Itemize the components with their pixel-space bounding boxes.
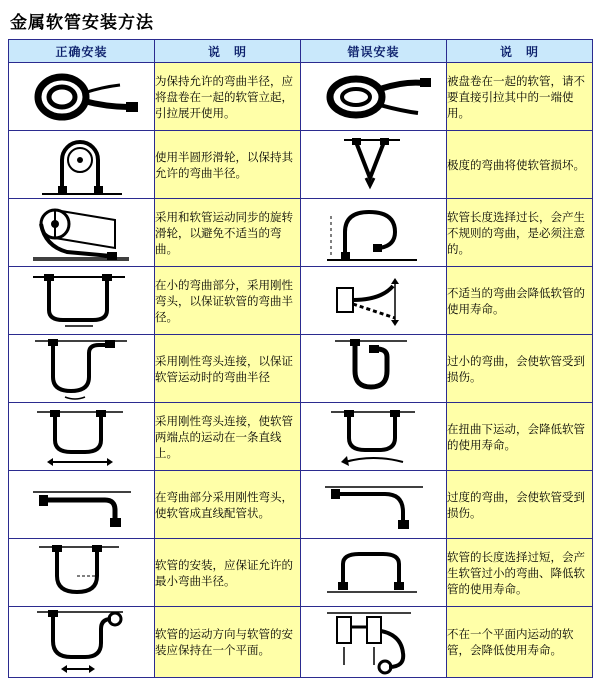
figure-cell-wrong — [301, 403, 447, 471]
figure-cell-correct — [9, 403, 155, 471]
hose-coil-correct-icon — [22, 67, 142, 127]
torsion-motion-wrong-icon — [311, 406, 437, 468]
note-cell-wrong: 极度的弯曲将使软管损坏。 — [447, 131, 593, 199]
table-row — [9, 63, 593, 131]
figure-cell-correct — [9, 63, 155, 131]
improper-bend-wrong-icon — [311, 270, 437, 332]
note-cell-correct: 采用和软管运动同步的旋转滑轮，以避免不适当的弯曲。 — [155, 199, 301, 267]
column-header-wrong-note: 说 明 — [447, 40, 593, 63]
min-bend-radius-correct-icon — [19, 542, 145, 604]
figure-cell-wrong — [301, 539, 447, 607]
table-row — [9, 539, 593, 607]
hose-installation-table — [8, 39, 593, 678]
table-row — [9, 335, 593, 403]
semicircle-sheave-correct-icon — [22, 134, 142, 196]
column-header-wrong-install: 错误安装 — [301, 40, 447, 63]
note-cell-wrong: 不在一个平面内运动的软管，会降低使用寿命。 — [447, 607, 593, 678]
note-cell-correct: 采用刚性弯头连接，以保证软管运动时的弯曲半径 — [155, 335, 301, 403]
figure-cell-correct — [9, 335, 155, 403]
long-hose-wrong-icon — [311, 202, 437, 264]
note-cell-wrong: 过小的弯曲，会使软管受到损伤。 — [447, 335, 593, 403]
figure-cell-wrong — [301, 63, 447, 131]
page-title: 金属软管安装方法 — [10, 13, 154, 33]
figure-cell-correct — [9, 607, 155, 678]
figure-cell-correct — [9, 267, 155, 335]
table-row — [9, 403, 593, 471]
rigid-elbow-straight-line-correct-icon — [19, 406, 145, 468]
figure-cell-correct — [9, 131, 155, 199]
table-row — [9, 607, 593, 678]
note-cell-wrong: 被盘卷在一起的软管，请不要直接引拉其中的一端使用。 — [447, 63, 593, 131]
table-row — [9, 199, 593, 267]
excessive-bend-wrong-icon — [311, 476, 437, 534]
column-header-correct-install: 正确安装 — [9, 40, 155, 63]
too-small-bend-wrong-icon — [311, 337, 437, 401]
same-plane-motion-correct-icon — [19, 607, 145, 677]
note-cell-wrong: 过度的弯曲，会使软管受到损伤。 — [447, 471, 593, 539]
rotating-sheave-correct-icon — [19, 202, 145, 264]
note-cell-correct: 软管的安装，应保证允许的最小弯曲半径。 — [155, 539, 301, 607]
figure-cell-wrong — [301, 607, 447, 678]
table-row — [9, 267, 593, 335]
hose-coil-wrong-icon — [314, 67, 434, 127]
note-cell-wrong: 软管长度选择过长，会产生不规则的弯曲，是必须注意的。 — [447, 199, 593, 267]
sharp-bend-wrong-icon — [314, 134, 434, 196]
figure-cell-correct — [9, 199, 155, 267]
straight-pipe-elbow-correct-icon — [19, 476, 145, 534]
note-cell-correct: 在弯曲部分采用刚性弯头，使软管成直线配管状。 — [155, 471, 301, 539]
figure-cell-correct — [9, 471, 155, 539]
note-cell-correct: 为保持允许的弯曲半径，应将盘卷在一起的软管立起，引拉展开使用。 — [155, 63, 301, 131]
figure-cell-wrong — [301, 335, 447, 403]
note-cell-wrong: 在扭曲下运动，会降低软管的使用寿命。 — [447, 403, 593, 471]
figure-cell-wrong — [301, 267, 447, 335]
note-cell-correct: 使用半圆形滑轮，以保持其允许的弯曲半径。 — [155, 131, 301, 199]
table-header-row — [9, 40, 593, 63]
figure-cell-wrong — [301, 471, 447, 539]
table-row — [9, 131, 593, 199]
rigid-elbow-motion-correct-icon — [19, 337, 145, 401]
note-cell-correct: 软管的运动方向与软管的安装应保持在一个平面。 — [155, 607, 301, 678]
overlong-hose-wrong-icon — [311, 542, 437, 604]
note-cell-correct: 采用刚性弯头连接，使软管两端点的运动在一条直线上。 — [155, 403, 301, 471]
table-row — [9, 471, 593, 539]
note-cell-wrong: 不适当的弯曲会降低软管的使用寿命。 — [447, 267, 593, 335]
figure-cell-correct — [9, 539, 155, 607]
figure-cell-wrong — [301, 131, 447, 199]
note-cell-wrong: 软管的长度选择过短，会产生软管过小的弯曲、降低软管的使用寿命。 — [447, 539, 593, 607]
figure-cell-wrong — [301, 199, 447, 267]
out-of-plane-motion-wrong-icon — [311, 607, 437, 677]
note-cell-correct: 在小的弯曲部分，采用刚性弯头，以保证软管的弯曲半径。 — [155, 267, 301, 335]
column-header-correct-note: 说 明 — [155, 40, 301, 63]
rigid-elbow-small-bend-correct-icon — [19, 270, 145, 332]
